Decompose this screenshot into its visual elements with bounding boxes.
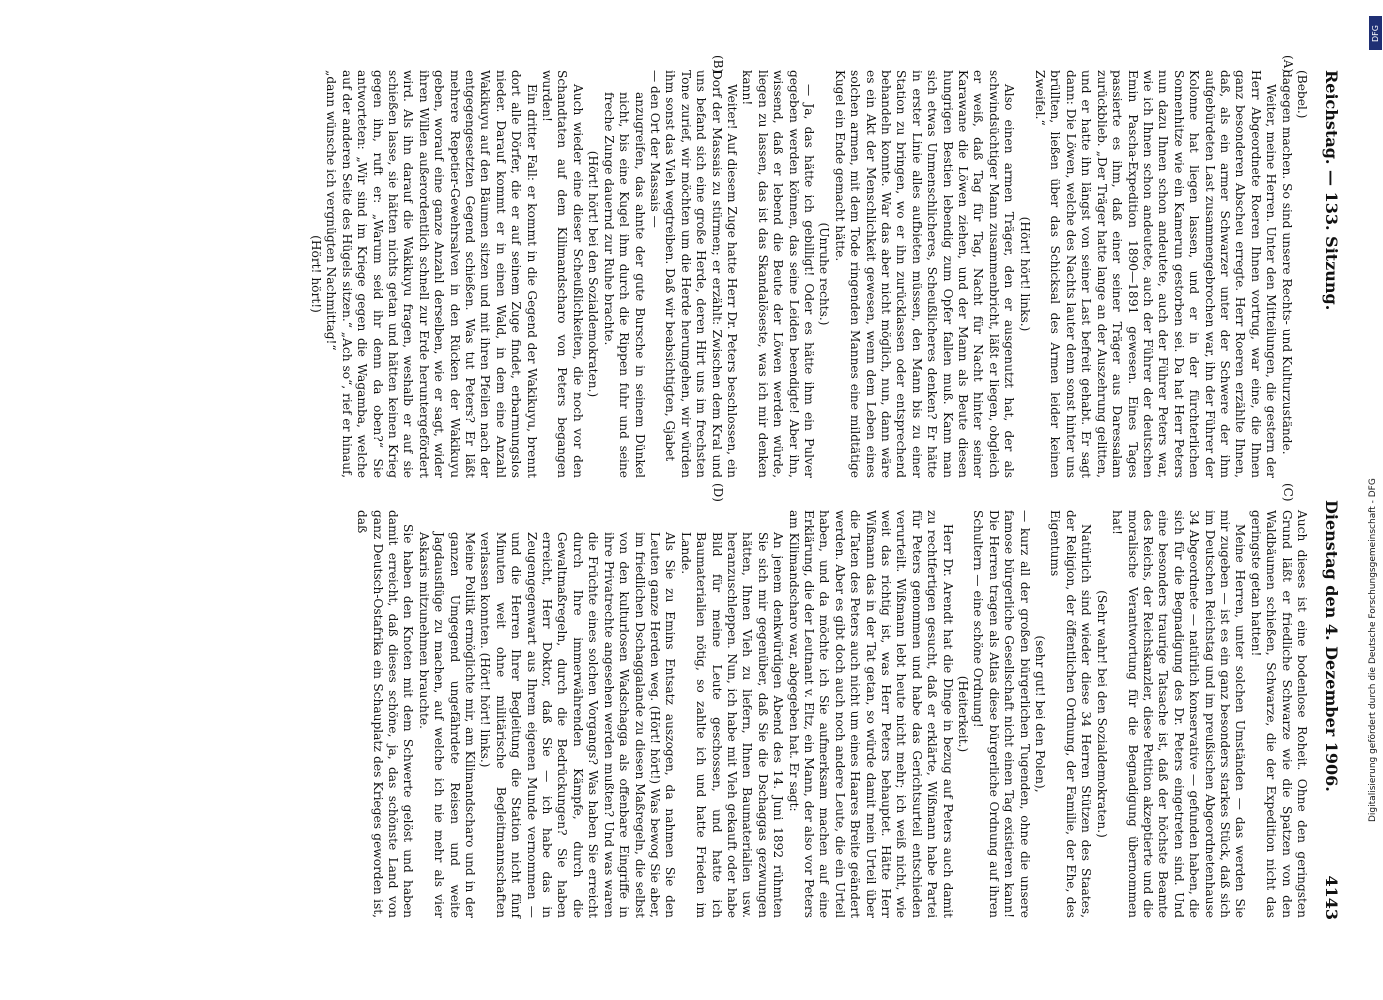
quotation: anzugreifen, das ahnte der gute Bursche in seinem Dünkel nicht, bis eine Kugel ihm durch die Rippen fuhr und seine freche Zunge dauernd zur Ruhe brachte. (601, 92, 647, 478)
quotation: An jenem denkwürdigen Abend des 14. Juni 1892 rühmten Sie sich mir gegenüber, daß Sie die Dschaggas gezwungen hätten, Ihnen Vieh zu liefern, Ihnen Baumaterialien usw. heranzuschleppen. Nun, ich habe mit Vieh gekauft oder habe Bild für meine Leute geschossen, und hatte ich Baumaterialien nötig, so zahlte ich und hatte Frieden im Lande. (678, 532, 786, 918)
page-number: 4143 (1322, 875, 1341, 920)
quotation: Meine Politik ermöglichte mir, am Kilimandscharo und in der ganzen Umgegend ungefährdete Reisen und weite Jagdausflüge zu machen, auf welche ich nie mehr als vier Askaris mitzunehmen brauchte. (416, 532, 478, 918)
paragraph: Weiter, meine Herren. Unter den Mitteilungen, die gestern der Herr Abgeordnete Roeren Ihnen vortrug, war eine, die Ihnen ganz besonderen Abscheu erregte. Herr Roeren erzählte Ihnen, daß, als ein armer Schwarzer unter der Schwere der ihm aufgebürdeten Last zusammengebrochen war, ihn der Führer der Kolonne hat liegen lassen, und er in der fürchterlichen Sonnenhitze wie ein Kamerun gestorben sei. Da hat Herr Peters nun dazu Ihnen schon andeutete, auch der Führer Peters war, wie ich Ihnen schon andeutete, auch der Führer der deutschen Emin Pascha-Expedition 1890—1891 gewesen. Eines Tages passierte es ihm, daß einer seiner Träger aus Daressalam zurückblieb. „Der Träger hatte lange an der Auszehrung gelitten, und er hatte ihn längst von seiner Last befreit gehabt. Er sagt dann: Die Löwen, welche des Nachts lauter denn sonst hinter uns brüllten, ließen über das Schicksal des Armen leider keinen Zweifel.“ (1033, 70, 1279, 478)
interjection: (Hört! hört!) (309, 235, 323, 313)
header-date: Dienstag den 4. Dezember 1906. (1322, 500, 1341, 792)
dfg-logo: DFG (1369, 16, 1382, 50)
header-session: Reichstag. — 133. Sitzung. (1322, 70, 1341, 311)
paragraph: Weiter! Auf diesem Zuge hatte Herr Dr. Peters beschlossen, ein Dorf der Massais zu stürmen; er erzählt: Zwischen dem Kral und uns befand sich eine große Herde, deren Hirt uns im frechsten Tone zurief, wir möchten um die Herde herumgehen, wir würden ihm sonst das Vieh wegtreiben. Daß wir beabsichtigten, Gjabet (663, 70, 739, 478)
paragraph: Also einen armen Träger, den er ausgenutzt hat, der als schwindsüchtiger Mann zusammenbricht, läßt er liegen, obgleich er weiß, daß Tag für Tag, Nacht für Nacht hinter seiner Karawane die Löwen ziehen, und der Mann als Beute diesen hungrigen Bestien lebendig zum Opfer fallen muß. Kann man sich etwas Unmenschlicheres, Scheußlicheres denken? Er hätte in erster Linie alles aufbieten müssen, den Mann bis zu einer Station zu bringen, wo er ihn zurücklassen oder entsprechend behandeln konnte. War das aber nicht möglich, nun, dann wäre es ein Akt der Menschlichkeit gewesen, wenn dem Leben eines solchen armen, mit dem Tode ringenden Mannes eine mildtätige Kugel ein Ende gemacht hätte. (832, 70, 1017, 478)
margin-letter-a: (A) (1281, 55, 1295, 74)
paragraph: — Ja, das hätte ich gebilligt! Oder es hätte ihm ein Pulver gegeben werden können, das seine Leiden beendigte! Aber ihn, wissend, daß er lebend die Beute der Löwen werden würde, liegen zu lassen, das ist das Skandalöseste, was ich mir denken kann! (740, 70, 816, 478)
document-page (100, 55, 1345, 935)
margin-letter-d: (D) (711, 483, 725, 502)
paragraph: Natürlich sind wieder diese 34 Herren Stützen des Staates, der Religion, der öffentlichen Ordnung, der Familie, der Ehe, des Eigentums (1048, 510, 1094, 918)
interjection: (Hört! hört! bei den Sozialdemokraten.) (586, 150, 601, 398)
paragraph: Auch dieses ist eine bodenlose Roheit. Ohne den geringsten Grund läßt er friedliche Schwarze wie die Spatzen von den Waldbäumen schießen, Schwarze, die der Expedition nicht das geringste getan hatten! (1248, 510, 1309, 918)
paragraph: dagegen machen. So sind unsere Rechts- und Kulturzustände. (1279, 70, 1294, 455)
paragraph: Meine Herren, unter solchen Umständen — das werden Sie mir zugeben — ist es ein ganz besonders starkes Stück, daß sich im Deutschen Reichstag und im preußischen Abgeordnetenhause 34 Abgeordnete — natürlich konservative — gefunden haben, die sich für die Begnadigung des Dr. Peters eingetreten sind. Und eine besonders traurige Tatsache ist, daß der höchste Beamte des Reichs, der Reichskanzler, diese Petition akzeptierte und die moralische Verantwortung für die Begnadigung übernommen hat! (1110, 510, 1248, 918)
right-column (354, 510, 1309, 918)
page-header (1315, 70, 1345, 920)
paragraph: — den Ort der Massais — (647, 70, 662, 228)
interjection: (Hört! hört! links.) (1017, 216, 1032, 332)
speaker-name: (Bebel.) (1295, 70, 1309, 119)
paragraph: Ein dritter Fall: er kommt in die Gegend der Wakikuyu, brennt dort alle Dörfer, die er auf seinem Zuge findet, erbarmungslos nieder. Darauf kommt er in einen Wald, in dem eine Anzahl Wakikuyu auf den Bäumen sitzen und mit ihren Pfeilen nach der entgegengesetzten Gegend schießen. Was tut Peters? Er läßt mehrere Repetier-Gewehrsalven in den Rücken der Wakikuyu geben, worauf eine ganze Anzahl derselben, wie er sagt, wider ihren Willen außerordentlich schnell zur Erde heruntergefördert wird. Als ihn darauf die Wakikuyu fragen, weshalb er auf sie schießen lasse, sie hätten nichts getan und hätten keinen Krieg gegen ihn, ruft er: „Warum seid ihr denn da oben?“ Sie antworteten: „Wir sind im Kriege gegen die Wagamba, welche auf der anderen Seite des Hügels sitzen.“ „Ach so“, rief er hinauf, „dann wünsche ich vergnügten Nachmittag!“ (324, 70, 539, 478)
paragraph: — kurz all der großen bürgerlichen Tugenden, ohne die unsere famose bürgerliche Gesellschaft nicht einen Tag existieren kann! Die Herren tragen als Atlas diese bürgerliche Ordnung auf ihren Schultern — eine schöne Ordnung! (971, 510, 1032, 918)
paragraph: Sie haben den Knoten mit dem Schwerte gelöst und haben damit erreicht, daß dieses schöne, ja, das schönste Land von ganz Deutsch-Ostafrika ein Schauplatz des Krieges geworden ist, daß (355, 510, 416, 918)
digitization-note: Digitalisierung gefördert durch die Deutsche Forschungsgemeinschaft - DFG (1368, 478, 1378, 822)
left-column (308, 70, 1309, 478)
interjection: (sehr gut! bei den Polen), (1033, 635, 1048, 793)
interjection: (Heiterkeit.) (956, 675, 971, 753)
paragraph: Herr Dr. Arendt hat die Dinge in bezug auf Peters auch damit zu rechtfertigen gesucht, daß er erklärte, Wißmann habe Partei für Peters genommen und habe das Gerichtsurteil entschieden verurteilt. Wißmann lebt heute nicht mehr; ich weiß nicht, wie weit das richtig ist, was Herr Peters behauptet. Hätte Herr Wißmann das in der Tat getan, so würde damit mein Urteil über die Taten des Peters auch nicht um eines Haares Breite geändert werden. Aber es gibt doch auch noch andere Leute, die ein Urteil haben, und da möchte ich Sie aufmerksam machen auf eine Erklärung, die der Leutnant v. Eltz, ein Mann, der also vor Peters am Kilimandscharo war, abgegeben hat. Er sagt: (786, 510, 955, 918)
margin-letter-b: (B) (711, 55, 725, 74)
paragraph: Auch wieder eine dieser Scheußlichkeiten, die noch vor den Schandtaten auf dem Kilimandscharo von Peters begangen wurden! (540, 70, 585, 478)
interjection: (Sehr wahr! bei den Sozialdemokraten.) (1094, 590, 1109, 838)
digitization-sidebar (1368, 10, 1383, 990)
quotation: Als Sie zu Emins Entsatz auszogen, da nahmen Sie den Leuten ganze Herden weg. (Hört! hört!) Was bewog Sie aber, im friedlichen Dschaggalande zu diesen Maßregeln, die selbst von den kulturlosen Wadschagga als offenbare Eingriffe in ihre Privatrechte angesehen werden mußten? Und was waren die Früchte eines solchen Vorgangs? Was haben Sie erreicht durch Ihre immerwährenden Kämpfe, durch die Gewaltmaßregeln, durch die Bedrückungen? Sie haben erreicht, Herr Doktor, daß Sie — ich habe das in Zeugengegenwart aus Ihrem eigenen Munde vernommen — und die Herren Ihrer Begleitung die Station nicht fünf Minuten weit ohne militärische Begleitmannschaften verlassen konnten. (Hört! hört! links.) (478, 532, 678, 918)
margin-letter-c: (C) (1281, 483, 1295, 502)
interjection: (Unruhe rechts.) (817, 222, 832, 326)
